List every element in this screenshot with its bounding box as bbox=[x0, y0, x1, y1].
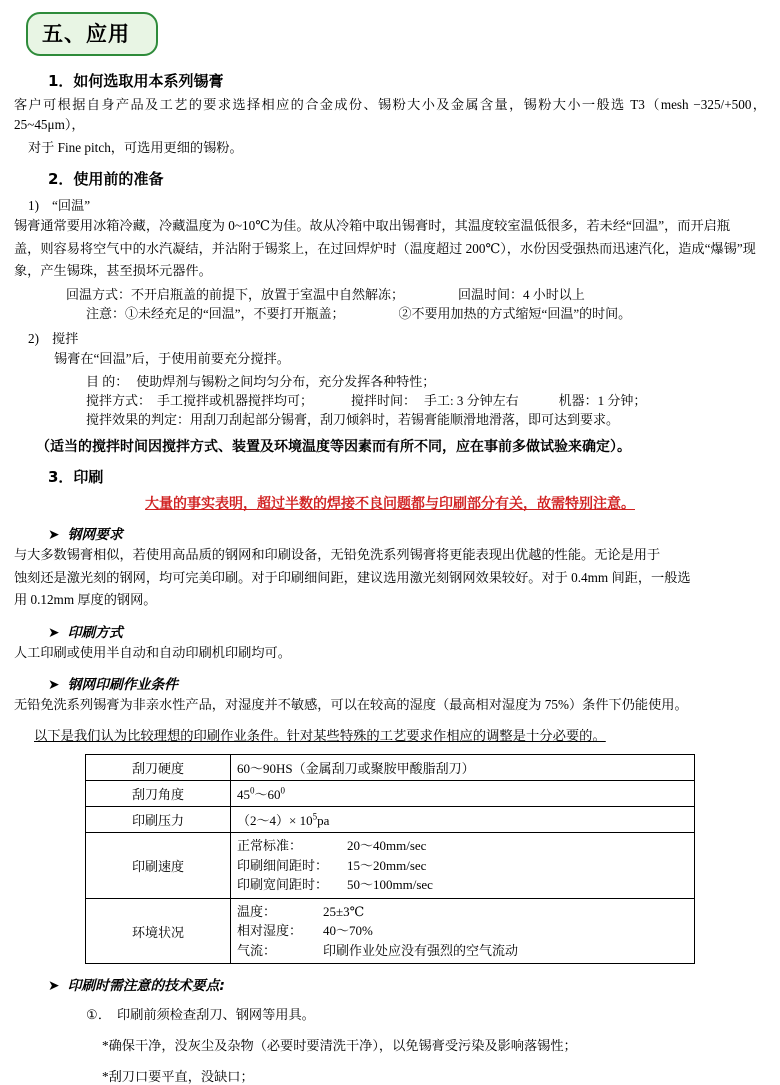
heading-section-3: 3．印刷 bbox=[48, 468, 104, 487]
row-value bbox=[231, 898, 695, 964]
s3-b1-p1: 与大多数锡膏相似，若使用高品质的钢网和印刷设备，无铅免洗系列锡膏将更能表现出优越的性能。无论是用于 bbox=[14, 547, 661, 563]
s2-i1-p4 bbox=[66, 284, 766, 303]
s2-i1-p5-a: 注意：①未经充足的“回温”，不要打开瓶盖； bbox=[86, 305, 345, 321]
bullet-1-heading bbox=[48, 523, 766, 543]
s2-i2-note: （适当的搅拌时间因搅拌方式、装置及环境温度等因素而有所不同，应在事前多做试验来确定）。 bbox=[36, 439, 631, 456]
s2-i1-p4-b: 回温时间：4 小时以上 bbox=[458, 286, 585, 302]
speed-key: 正常标准： bbox=[237, 838, 303, 854]
row-label: 环境状况 bbox=[86, 898, 231, 964]
speed-key: 印刷宽间距时： bbox=[237, 877, 329, 893]
printing-conditions-table bbox=[85, 754, 695, 964]
table-row bbox=[86, 807, 695, 833]
s2-i1-p4-a: 回温方式：不开启瓶盖的前提下，放置于室温中自然解冻； bbox=[66, 286, 405, 302]
angle-sup-1: 0 bbox=[250, 786, 255, 797]
table-row bbox=[86, 833, 695, 899]
b4-item-1 bbox=[86, 1004, 766, 1023]
list-item-2-number: 2) bbox=[28, 330, 39, 346]
row-label: 印刷速度 bbox=[86, 833, 231, 899]
speed-value: 50～100mm/sec bbox=[347, 877, 433, 893]
row-value bbox=[231, 833, 695, 899]
env-line bbox=[237, 902, 688, 922]
s3-b3-p1: 无铅免洗系列锡膏为非亲水性产品，对湿度并不敏感，可以在较高的湿度（最高相对湿度为 75%）条件下仍能使用。 bbox=[14, 696, 688, 712]
arrow-bullet-icon: ➤ bbox=[48, 624, 60, 641]
heading-section-1: 1．如何选取用本系列锡膏 bbox=[48, 72, 224, 90]
pressure-pre: （2～4）× 10 bbox=[237, 813, 313, 829]
s3-b1-p3: 用 0.12mm 厚度的钢网。 bbox=[14, 592, 157, 608]
s1-paragraph-2: 对于 Fine pitch，可选用更细的锡粉。 bbox=[28, 139, 243, 155]
row-label: 刮刀硬度 bbox=[86, 755, 231, 781]
s2-i2-p3 bbox=[86, 390, 766, 409]
speed-line bbox=[237, 856, 688, 876]
row-value bbox=[231, 781, 695, 807]
env-line bbox=[237, 921, 688, 941]
b4-item-1-sub-1: *确保干净，没灰尘及杂物（必要时要清洗干净），以免锡膏受污染及影响落锡性； bbox=[102, 1038, 577, 1054]
section-banner bbox=[26, 12, 158, 56]
s2-i1-p2: 盖，则容易将空气中的水汽凝结，并沾附于锡浆上，在过回焊炉时（温度超过 200℃），水份因受强热而迅速汽化，造成“爆锡”现 bbox=[14, 240, 756, 256]
speed-line bbox=[237, 836, 688, 856]
env-line bbox=[237, 941, 688, 961]
pressure-post: pa bbox=[317, 813, 330, 829]
row-label: 刮刀角度 bbox=[86, 781, 231, 807]
env-key: 相对湿度： bbox=[237, 923, 303, 939]
s1-paragraph-1: 客户可根据自身产品及工艺的要求选择相应的合金成份、锡粉大小及金属含量，锡粉大小一般选 T3（mesh −325/+500，25~45μm）， bbox=[14, 97, 766, 133]
speed-value: 20～40mm/sec bbox=[347, 838, 427, 854]
s2-i1-p3: 象，产生锡珠，甚至损坏元器件。 bbox=[14, 263, 212, 279]
s2-i2-p3-a: 搅拌方式： bbox=[86, 393, 152, 409]
s2-i2-p4 bbox=[86, 409, 766, 428]
s3-b3-note: 以下是我们认为比较理想的印刷作业条件。针对某些特殊的工艺要求作相应的调整是十分必要的。 bbox=[34, 728, 606, 744]
speed-value: 15～20mm/sec bbox=[347, 857, 427, 873]
s3-highlight: 大量的事实表明，超过半数的焊接不良问题都与印刷部分有关，故需特别注意。 bbox=[145, 496, 635, 513]
row-value bbox=[231, 807, 695, 833]
list-item-1-number: 1) bbox=[28, 198, 39, 214]
env-value: 40～70% bbox=[323, 923, 373, 939]
s2-i2-p2-b: 使助焊剂与锡粉之间均匀分布，充分发挥各种特性； bbox=[136, 374, 436, 390]
env-key: 气流： bbox=[237, 942, 277, 958]
heading-section-2: 2．使用前的准备 bbox=[48, 170, 164, 189]
env-value: 25±3℃ bbox=[323, 903, 365, 919]
s3-b2-p1: 人工印刷或使用半自动和自动印刷机印刷均可。 bbox=[14, 644, 291, 660]
angle-sup-2: 0 bbox=[280, 786, 286, 797]
s2-i2-p2 bbox=[86, 371, 766, 390]
bullet-1-label: 钢网要求 bbox=[67, 527, 123, 544]
s2-i2-p3-d: 手工: 3 分钟左右 bbox=[424, 393, 519, 409]
s2-i1-p5-b: ②不要用加热的方式缩短“回温”的时间。 bbox=[398, 305, 632, 321]
table-row bbox=[86, 898, 695, 964]
env-key: 温度： bbox=[237, 903, 277, 919]
list-item-1 bbox=[28, 195, 766, 214]
s2-i2-p3-b: 手工搅拌或机器搅拌均可； bbox=[157, 393, 314, 409]
speed-line bbox=[237, 875, 688, 895]
list-item-1-label: “回温” bbox=[52, 198, 91, 214]
list-item-2 bbox=[28, 328, 766, 347]
table-row bbox=[86, 781, 695, 807]
env-value: 印刷作业处应没有强烈的空气流动 bbox=[323, 942, 519, 958]
row-label: 印刷压力 bbox=[86, 807, 231, 833]
bullet-3-heading bbox=[48, 673, 766, 693]
b4-item-1-text: 印刷前须检查刮刀、钢网等用具。 bbox=[117, 1007, 315, 1023]
bullet-4-label: 印刷时需注意的技术要点: bbox=[67, 978, 225, 995]
b4-item-1-number: ①． bbox=[86, 1007, 112, 1023]
banner-title: 五、应用 bbox=[42, 22, 130, 46]
list-item-2-label: 搅拌 bbox=[52, 330, 79, 346]
table-row bbox=[86, 755, 695, 781]
angle-mid: ～60 bbox=[254, 787, 281, 803]
bullet-3-label: 钢网印刷作业条件 bbox=[67, 676, 178, 693]
s3-b1-p2: 蚀刻还是激光刻的钢网，均可完美印刷。对于印刷细间距，建议选用激光刻钢网效果较好。对于 0.4mm 间距，一般选 bbox=[14, 569, 691, 585]
row-value: 60～90HS（金属刮刀或聚胺甲酸脂刮刀） bbox=[231, 755, 695, 781]
s2-i2-p3-e: 机器：1 分钟； bbox=[558, 393, 647, 409]
s2-i2-p3-c: 搅拌时间： bbox=[351, 393, 417, 409]
b4-item-1-sub-2: *刮刀口要平直，没缺口； bbox=[102, 1069, 254, 1085]
s2-i2-p4-b: 用刮刀刮起部分锡膏，刮刀倾斜时，若锡膏能顺滑地滑落，即可达到要求。 bbox=[190, 412, 620, 428]
bullet-2-heading bbox=[48, 621, 766, 641]
s2-i2-p4-a: 搅拌效果的判定： bbox=[86, 412, 191, 428]
bullet-2-label: 印刷方式 bbox=[67, 624, 123, 641]
s2-i1-p5 bbox=[86, 303, 766, 322]
arrow-bullet-icon: ➤ bbox=[48, 527, 60, 544]
s2-i1-p1: 锡膏通常要用冰箱冷藏，冷藏温度为 0~10℃为佳。故从冷箱中取出锡膏时，其温度较室温低很多，若未经“回温”，而开启瓶 bbox=[14, 218, 731, 234]
arrow-bullet-icon: ➤ bbox=[48, 676, 60, 693]
angle-pre: 45 bbox=[237, 787, 250, 803]
pressure-sup: 5 bbox=[312, 812, 318, 823]
s2-i2-p2-a: 目 的： bbox=[86, 374, 129, 390]
arrow-bullet-icon: ➤ bbox=[48, 978, 60, 995]
speed-key: 印刷细间距时： bbox=[237, 857, 329, 873]
s2-i2-p1: 锡膏在“回温”后，于使用前要充分搅拌。 bbox=[54, 350, 290, 366]
bullet-4-heading bbox=[48, 974, 766, 994]
